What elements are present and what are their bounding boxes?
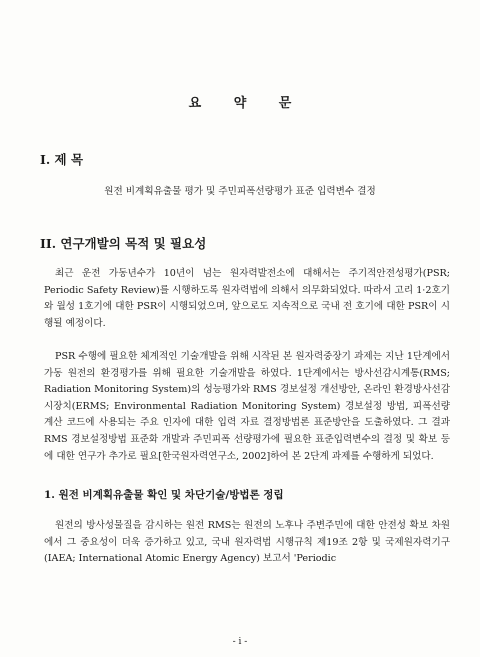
section-heading-title: I. 제 목: [40, 152, 84, 167]
page-number: - i -: [232, 637, 248, 647]
paragraph-rms: 원전의 방사성물질을 감시하는 원전 RMS는 원전의 노후나 주변주민에 대한 안전성 확보 차원에서 그 중요성이 더욱 증가하고 있고, 국내 원자력법 시행규칙 제19조 2항 및 국제원자력기구(IAEA; International Atomic Energy Agency) 보고서 'Periodic: [44, 520, 450, 565]
section-heading-purpose: II. 연구개발의 목적 및 필요성: [40, 236, 207, 251]
paragraph-stage-one: PSR 수행에 필요한 체계적인 기술개발을 위해 시작된 본 원자력중장기 과제는 지난 1단계에서 가동 원전의 환경평가를 위해 필요한 기술개발을 하였다. 1단계에서는 방사선감시계통(RMS; Radiation Monitoring System)의 성능평가와 RMS 경보설정 개선방안, 온라인 환경방사선감시장치(ERMS; Environmental Radiation Monitoring System) 경보설정 방법, 피폭선량 계산 코드에 사용되는 주요 인자에 대한 입력 자료 결정방법론 표준방안을 도출하였다. 그 결과 RMS 경보설정방법 표준화 개발과 주민피폭 선량평가에 필요한 표준입력변수의 결정 및 확보 등에 대한 연구가 추가로 필요[한국원자력연구소, 2002]하여 본 2단계 과제를 수행하게 되었다.: [44, 351, 450, 462]
document-title: 요 약 문: [188, 96, 292, 111]
project-title: 원전 비계획유출물 평가 및 주민피폭선량평가 표준 입력변수 결정: [104, 186, 376, 197]
paragraph-psr-intro: 최근 운전 가동년수가 10년이 넘는 원자력발전소에 대해서는 주기적안전성평가(PSR; Periodic Safety Review)를 시행하도록 원자력법에 의해서 의무화되었다. 따라서 고리 1·2호기와 월성 1호기에 대한 PSR이 시행되었으며, 앞으로도 지속적으로 국내 전 호기에 대한 PSR이 시행될 예정이다.: [44, 268, 450, 329]
subsection-heading: 1. 원전 비계획유출물 확인 및 차단기술/방법론 정립: [44, 489, 284, 501]
